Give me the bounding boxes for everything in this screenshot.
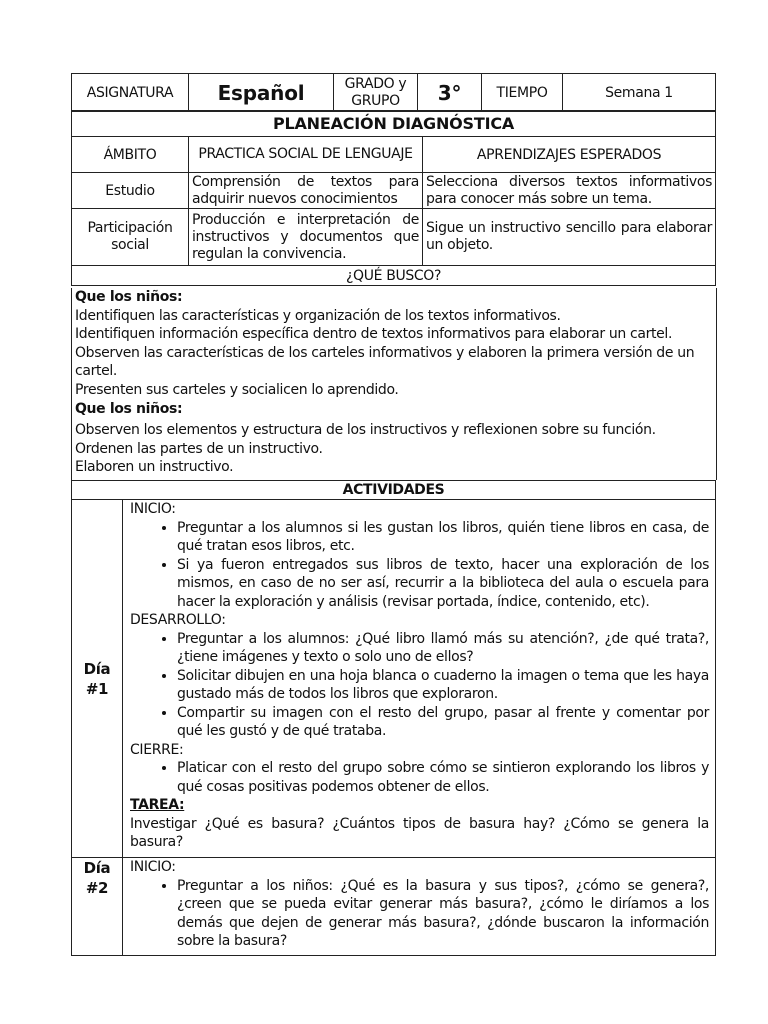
desarrollo-label: DESARROLLO:	[130, 612, 226, 628]
dia-2-label: Día #2	[83, 859, 111, 897]
row-aprendizaje: Selecciona diversos textos informativos para conocer más sobre un tema.	[423, 173, 716, 209]
objective-item: Observen las características de los carteles informativos y elaboren la primera versión de un cartel.	[75, 344, 695, 380]
objective-item: Identifiquen las características y organización de los textos informativos.	[75, 307, 561, 324]
ambito-table	[71, 110, 716, 286]
header-table	[71, 73, 716, 112]
list-item: • Preguntar a los niños: ¿Qué es la basura y sus tipos?, ¿cómo se genera?, ¿creen que se pueda evitar generar más basura?, ¿cómo le diríamos a los demás que dejen de generar más basura?, ¿dónde buscaron la información sobre la basura?	[177, 877, 709, 951]
list-item: • Platicar con el resto del grupo sobre cómo se sintieron explorando los libros y qué cosas positivas podemos obtener de ellos.	[177, 759, 709, 796]
col-ambito: ÁMBITO	[72, 137, 189, 173]
dia-2-content	[123, 858, 716, 956]
list-item: • Preguntar a los alumnos si les gustan los libros, quién tiene libros en casa, de qué tratan esos libros, etc.	[177, 519, 709, 556]
actividades-table	[71, 480, 716, 956]
dia-label	[72, 858, 123, 956]
group-title: Que los niños:	[75, 289, 183, 305]
row-ambito: Participación social	[72, 209, 189, 266]
grado-label: GRADO y GRUPO	[334, 74, 418, 112]
list-item: • Preguntar a los alumnos: ¿Qué libro llamó más su atención?, ¿de qué trata?, ¿tiene imágenes y texto o solo uno de ellos?	[177, 630, 709, 667]
objective-item: Identifiquen información específica dentro de textos informativos para elaborar un cartel.	[75, 326, 673, 343]
cierre-label: CIERRE:	[130, 741, 184, 758]
objective-item: Elaboren un instructivo.	[75, 459, 234, 476]
tiempo-value: Semana 1	[563, 74, 716, 112]
list-item: • Solicitar dibujen en una hoja blanca o cuaderno la imagen o tema que les haya gustado más de todos los libros que exploraron.	[177, 667, 709, 704]
row-practica: Producción e interpretación de instructivos y documentos que regulan la convivencia.	[189, 209, 423, 266]
objective-item: Ordenen las partes de un instructivo.	[75, 440, 323, 457]
tarea-text: Investigar ¿Qué es basura? ¿Cuántos tipos de basura hay? ¿Cómo se genera la basura?	[130, 815, 710, 850]
dia-label	[72, 500, 123, 858]
actividades-heading: ACTIVIDADES	[72, 481, 716, 500]
que-busco-section	[71, 288, 717, 480]
inicio-label: INICIO:	[130, 859, 176, 875]
tiempo-label: TIEMPO	[482, 74, 563, 112]
dia-1-label: Día #1	[83, 659, 111, 698]
asignatura-value: Español	[189, 74, 334, 112]
inicio-label: INICIO:	[130, 501, 176, 517]
dia-1-content	[123, 500, 716, 858]
col-aprendizajes: APRENDIZAJES ESPERADOS	[423, 137, 716, 173]
page-title: PLANEACIÓN DIAGNÓSTICA	[72, 111, 716, 137]
asignatura-label: ASIGNATURA	[72, 74, 189, 112]
tarea-label: TAREA:	[130, 797, 185, 813]
grado-value: 3°	[418, 74, 482, 112]
row-ambito: Estudio	[72, 173, 189, 209]
row-aprendizaje: Sigue un instructivo sencillo para elaborar un objeto.	[423, 209, 716, 266]
list-item: • Si ya fueron entregados sus libros de texto, hacer una exploración de los mismos, en caso de no ser así, recurrir a la biblioteca del aula o escuela para hacer la exploración y análisis (revisar portada, índice, contenido, etc).	[177, 556, 709, 612]
row-practica: Comprensión de textos para adquirir nuevos conocimientos	[189, 173, 423, 209]
col-practica: PRACTICA SOCIAL DE LENGUAJE	[189, 137, 423, 173]
group-title: Que los niños:	[75, 400, 183, 417]
objective-item: Presenten sus carteles y socialicen lo aprendido.	[75, 381, 399, 398]
list-item: • Compartir su imagen con el resto del grupo, pasar al frente y comentar por qué les gustó y de qué trataba.	[177, 704, 709, 741]
que-busco-heading: ¿QUÉ BUSCO?	[72, 266, 716, 286]
objective-item: Observen los elementos y estructura de los instructivos y reflexionen sobre su función.	[75, 422, 656, 439]
